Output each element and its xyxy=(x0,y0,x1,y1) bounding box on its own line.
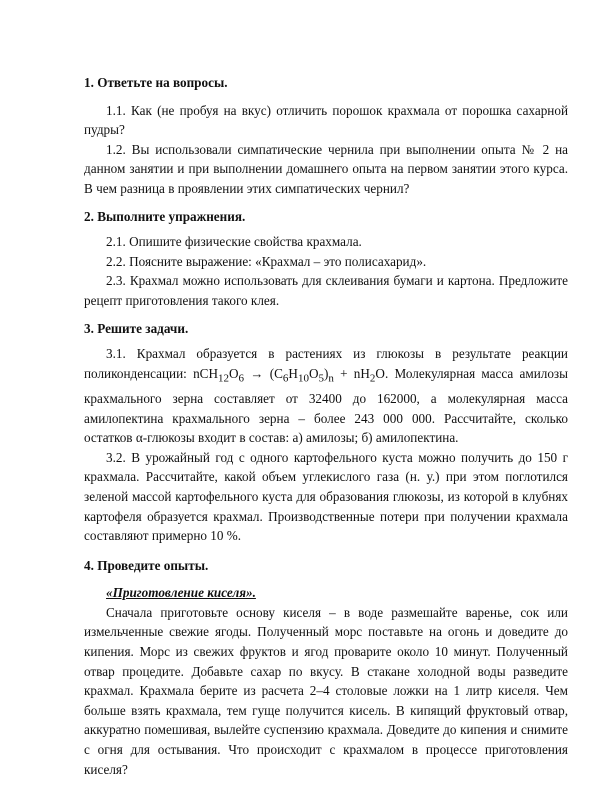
task-3-1-text-c: ) xyxy=(323,365,329,381)
document-page xyxy=(84,73,568,779)
starch-c-index: 6 xyxy=(282,372,289,385)
section-2-heading: 2. Выполните упражнения. xyxy=(84,208,246,224)
section-3-heading: 3. Решите задачи. xyxy=(84,320,189,336)
exercise-2-3: 2.3. Крахмал можно использовать для склеивания бумаги и картона. Предложите рецепт приготовления такого клея. xyxy=(84,273,568,308)
formula-starch-h: H xyxy=(288,365,298,381)
question-1-1: 1.1. Как (не пробуя на вкус) отличить порошок крахмала от порошка сахарной пудры? xyxy=(84,102,568,138)
task-3-1-text-e: O. Молекулярная масса амилозы крахмального зерна составляет от 32400 до 162000, а молекулярная масса амилопектина крахмального зерна – более 243 000 000. Рассчитайте, сколько остатков α-глюкозы входит в состав: а) амилозы; б) амилопектина. xyxy=(84,365,569,446)
starch-o-index: 5 xyxy=(318,372,324,385)
task-3-1-text-d: + nH xyxy=(333,365,370,381)
section-4-heading: 4. Проведите опыты. xyxy=(84,557,209,573)
question-1-2: 1.2. Вы использовали симпатические чернила при выполнении опыта № 2 на данном занятии и при выполнении домашнего опыта на первом занятии этого курса. В чем разница в проявлении этих симпатических чернил? xyxy=(84,141,568,196)
experiment-instructions: Сначала приготовьте основу киселя – в воде размешайте варенье, сок или измельченные свежие ягоды. Полученный морс поставьте на огонь и доведите до кипения. Морс из свежих фруктов и ягод проварите около 10 минут. Полученный отвар процедите. Добавьте сахар по вкусу. В стакане холодной воды разведите крахмал. Крахмала берите из расчета 2–4 столовые ложки на 1 литр киселя. Чем больше взять крахмала, тем гуще получится кисель. В кипящий фруктовый отвар, аккуратно помешивая, вылейте суспензию крахмала. Доведите до кипения и снимите с огня для остывания. Что происходит с крахмалом в процессе приготовления киселя? xyxy=(84,604,568,777)
section-1-heading: 1. Ответьте на вопросы. xyxy=(84,75,228,90)
starch-n-index: n xyxy=(328,372,334,385)
task-3-1 xyxy=(84,344,568,448)
starch-h-index: 10 xyxy=(297,372,309,385)
task-3-1-text-a: 3.1. Крахмал образуется в растениях из глюкозы в результате реакции поликонденсации: nC xyxy=(84,346,568,381)
formula-starch-o: O xyxy=(308,365,319,381)
water-h-index: 2 xyxy=(369,372,376,385)
glucose-o-index: 6 xyxy=(238,372,245,385)
formula-glucose-o: O xyxy=(229,365,239,381)
experiment-subheading: «Приготовление киселя». xyxy=(106,585,256,601)
task-3-1-text-b: → (C xyxy=(244,365,283,381)
glucose-h-index: 12 xyxy=(218,372,229,385)
exercise-2-2: 2.2. Поясните выражение: «Крахмал – это полисахарид». xyxy=(106,253,427,269)
task-3-2: 3.2. В урожайный год с одного картофельного куста можно получить до 150 г крахмала. Рассчитайте, какой объем углекислого газа (н. у.) при этом поглотился зеленой массой картофельного куста для образования глюкозы, из которой в клубнях картофеля образуется крахмал. Производственные потери при получении крахмала составляют примерно 10 %. xyxy=(84,449,568,544)
exercise-2-1: 2.1. Опишите физические свойства крахмала. xyxy=(106,234,362,250)
formula-glucose-h: H xyxy=(208,365,218,381)
